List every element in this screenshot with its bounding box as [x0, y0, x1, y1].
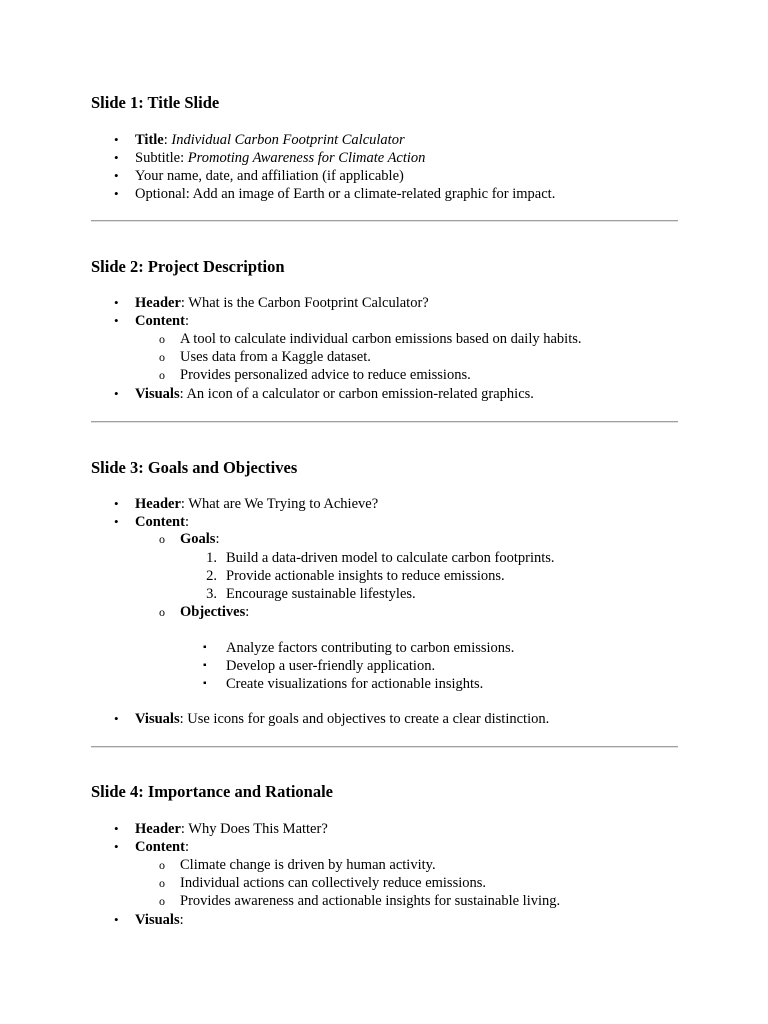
bullet-disc: • [114, 514, 119, 529]
title-value: Individual Carbon Footprint Calculator [171, 132, 405, 148]
slide-2-content-item: Uses data from a Kaggle dataset. [180, 349, 371, 365]
bullet-disc: • [114, 295, 119, 310]
bullet-disc: • [114, 711, 119, 726]
objective-item: Create visualizations for actionable insights. [226, 676, 484, 692]
colon: : [184, 313, 189, 329]
subtitle-value: Promoting Awareness for Climate Action [187, 150, 426, 166]
goal-item: Provide actionable insights to reduce emissions. [226, 568, 505, 584]
objective-item: Develop a user-friendly application. [226, 658, 436, 674]
horizontal-rule [91, 421, 678, 423]
colon: : [184, 839, 189, 855]
bullet-circle: o [159, 876, 165, 890]
slide-3-visuals-line [135, 710, 549, 728]
subtitle-label: Subtitle: [135, 150, 185, 166]
objectives-line [180, 603, 249, 621]
objectives-label: Objectives [180, 604, 246, 620]
slide-2-content-item: Provides personalized advice to reduce emissions. [180, 367, 471, 383]
goals-label: Goals [180, 531, 216, 547]
bullet-circle: o [159, 332, 165, 346]
list-number: 1. [206, 550, 217, 566]
slide-1-title-line [135, 131, 405, 149]
visuals-label: Visuals [135, 912, 180, 928]
bullet-circle: o [159, 368, 165, 382]
horizontal-rule [91, 220, 678, 222]
bullet-disc: • [114, 313, 119, 328]
list-number: 2. [206, 568, 217, 584]
colon: : [179, 912, 184, 928]
slide-4-visuals-line [135, 911, 184, 929]
header-value: : What is the Carbon Footprint Calculator? [180, 295, 429, 311]
bullet-disc: • [114, 386, 119, 401]
slide-1-heading: Slide 1: Title Slide [91, 93, 220, 112]
slide-4-content-item: Individual actions can collectively reduce emissions. [180, 875, 487, 891]
goals-line [180, 530, 219, 548]
visuals-label: Visuals [135, 386, 180, 402]
slide-4-header-line [135, 820, 328, 838]
content-label: Content [135, 514, 185, 530]
bullet-disc: • [114, 186, 119, 201]
visuals-label: Visuals [135, 711, 180, 727]
horizontal-rule [91, 746, 678, 748]
slide-4-content-item: Climate change is driven by human activity. [180, 857, 436, 873]
objective-item: Analyze factors contributing to carbon emissions. [226, 640, 515, 656]
bullet-square: ▪ [203, 660, 207, 671]
content-label: Content [135, 313, 185, 329]
bullet-square: ▪ [203, 678, 207, 689]
bullet-circle: o [159, 605, 165, 619]
bullet-disc: • [114, 821, 119, 836]
slide-1-optional-line: Optional: Add an image of Earth or a climate-related graphic for impact. [135, 186, 556, 202]
bullet-square: ▪ [203, 642, 207, 653]
bullet-disc: • [114, 168, 119, 183]
bullet-disc: • [114, 839, 119, 854]
header-label: Header [135, 496, 181, 512]
slide-2-heading: Slide 2: Project Description [91, 257, 285, 276]
visuals-value: : An icon of a calculator or carbon emission-related graphics. [179, 386, 534, 402]
bullet-circle: o [159, 532, 165, 546]
slide-4-heading: Slide 4: Importance and Rationale [91, 782, 334, 801]
colon: : [245, 604, 250, 620]
bullet-disc: • [114, 496, 119, 511]
slide-2-content-item: A tool to calculate individual carbon emissions based on daily habits. [180, 331, 582, 347]
slide-1-name-line: Your name, date, and affiliation (if applicable) [135, 168, 404, 184]
bullet-disc: • [114, 150, 119, 165]
title-label: Title [135, 132, 164, 148]
bullet-circle: o [159, 858, 165, 872]
bullet-circle: o [159, 894, 165, 908]
bullet-disc: • [114, 912, 119, 927]
colon: : [215, 531, 220, 547]
slide-2-header-line [135, 294, 429, 312]
list-number: 3. [206, 586, 217, 602]
goal-item: Build a data-driven model to calculate carbon footprints. [226, 550, 555, 566]
slide-3-content-line [135, 513, 189, 531]
slide-2-visuals-line [135, 385, 534, 403]
goal-item: Encourage sustainable lifestyles. [226, 586, 416, 602]
colon: : [184, 514, 189, 530]
content-label: Content [135, 839, 185, 855]
colon: : [163, 132, 168, 148]
slide-1-subtitle-line [135, 149, 425, 167]
header-label: Header [135, 821, 181, 837]
header-value: : What are We Trying to Achieve? [180, 496, 379, 512]
slide-3-heading: Slide 3: Goals and Objectives [91, 458, 298, 477]
visuals-value: : Use icons for goals and objectives to create a clear distinction. [179, 711, 550, 727]
slide-3-header-line [135, 495, 378, 513]
slide-2-content-line [135, 312, 189, 330]
bullet-disc: • [114, 132, 119, 147]
bullet-circle: o [159, 350, 165, 364]
header-value: : Why Does This Matter? [180, 821, 328, 837]
slide-4-content-line [135, 838, 189, 856]
header-label: Header [135, 295, 181, 311]
slide-4-content-item: Provides awareness and actionable insights for sustainable living. [180, 893, 561, 909]
